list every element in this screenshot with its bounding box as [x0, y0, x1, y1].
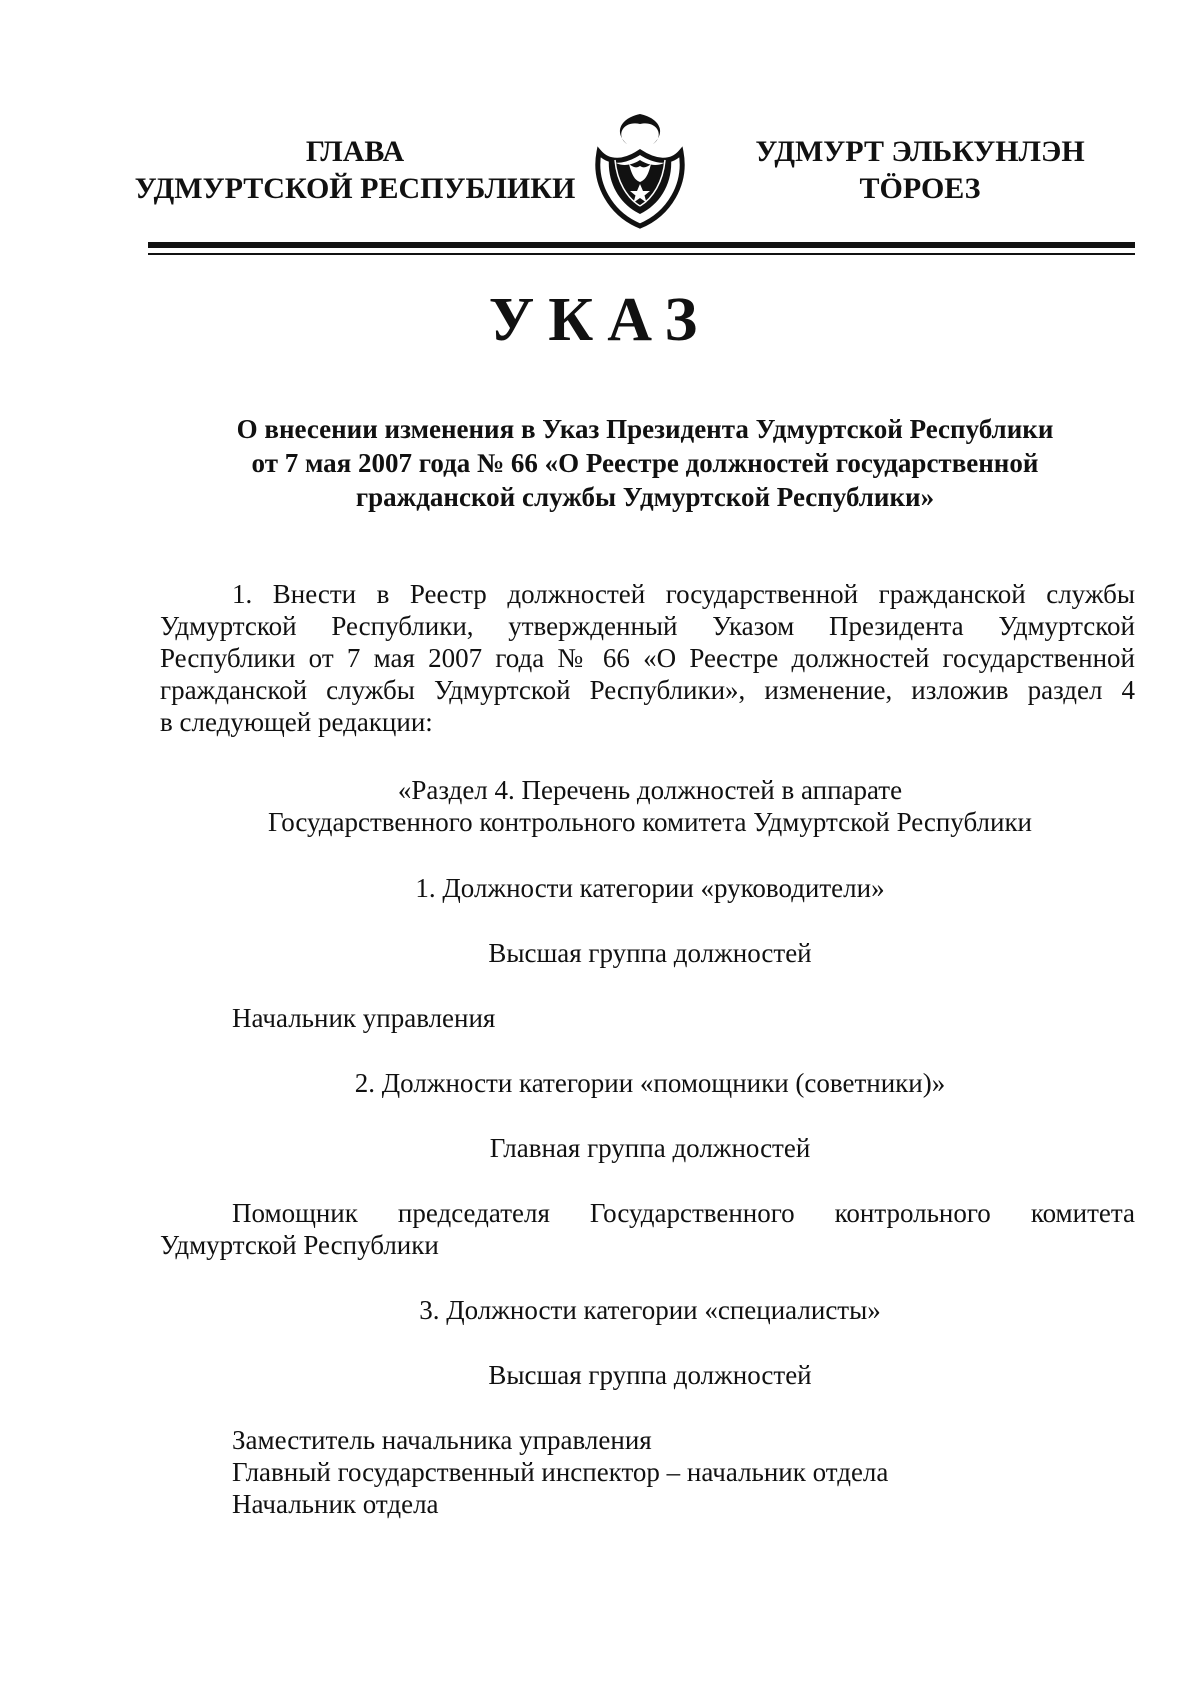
title-line-2: от 7 мая 2007 года № 66 «О Реестре должностей государственной: [251, 448, 1039, 478]
category-3-group: Высшая группа должностей: [488, 1360, 812, 1390]
paragraph-1-line-3: Республики от 7 мая 2007 года № 66 «О Реестре должностей государственной: [160, 643, 1135, 673]
paragraph-1-line-2: Удмуртской Республики, утвержденный Указом Президента Удмуртской: [160, 611, 1135, 641]
category-2-position-line-2: Удмуртской Республики: [160, 1230, 439, 1260]
paragraph-1-line-1: 1. Внести в Реестр должностей государственной гражданской службы: [232, 579, 1135, 609]
section-heading-line-1: «Раздел 4. Перечень должностей в аппарате: [397, 775, 903, 805]
category-2-positions: [160, 1197, 1135, 1261]
category-2-position-line-1: Помощник председателя Государственного контрольного комитета: [232, 1198, 1135, 1228]
header-right: [710, 133, 1130, 207]
title-line-3: гражданской службы Удмуртской Республики»: [355, 482, 935, 512]
category-3-position-3: Начальник отдела: [232, 1489, 439, 1519]
paragraph-1-line-4: гражданской службы Удмуртской Республики», изменение, изложив раздел 4: [160, 675, 1135, 705]
header-left: [130, 133, 580, 207]
section-heading-line-2: Государственного контрольного комитета Удмуртской Республики: [267, 807, 1033, 837]
category-2-group: Главная группа должностей: [489, 1133, 811, 1163]
header-left-line-2: УДМУРТСКОЙ РЕСПУБЛИКИ: [134, 172, 576, 205]
paragraph-1-line-5: в следующей редакции:: [160, 707, 433, 737]
document-type: УКАЗ: [488, 286, 712, 354]
header-right-line-2: ТӦРОЕЗ: [859, 172, 981, 205]
header-rule-thick: [148, 242, 1135, 248]
category-3-position-1: Заместитель начальника управления: [232, 1425, 652, 1455]
document-title: [160, 412, 1130, 514]
header-left-line-1: ГЛАВА: [305, 135, 405, 168]
category-3-position-2: Главный государственный инспектор – начальник отдела: [232, 1457, 889, 1487]
header-rule-thin: [148, 253, 1135, 255]
title-line-1: О внесении изменения в Указ Президента Удмуртской Республики: [236, 414, 1054, 444]
category-1-group: Высшая группа должностей: [488, 938, 812, 968]
category-1-heading: 1. Должности категории «руководители»: [415, 873, 885, 903]
paragraph-1: [160, 578, 1135, 738]
category-1-position-1: Начальник управления: [232, 1003, 496, 1033]
emblem-icon: [585, 110, 695, 230]
category-3-heading: 3. Должности категории «специалисты»: [419, 1295, 881, 1325]
category-2-heading: 2. Должности категории «помощники (советники)»: [354, 1068, 946, 1098]
header-right-line-1: УДМУРТ ЭЛЬКУНЛЭН: [755, 135, 1085, 168]
